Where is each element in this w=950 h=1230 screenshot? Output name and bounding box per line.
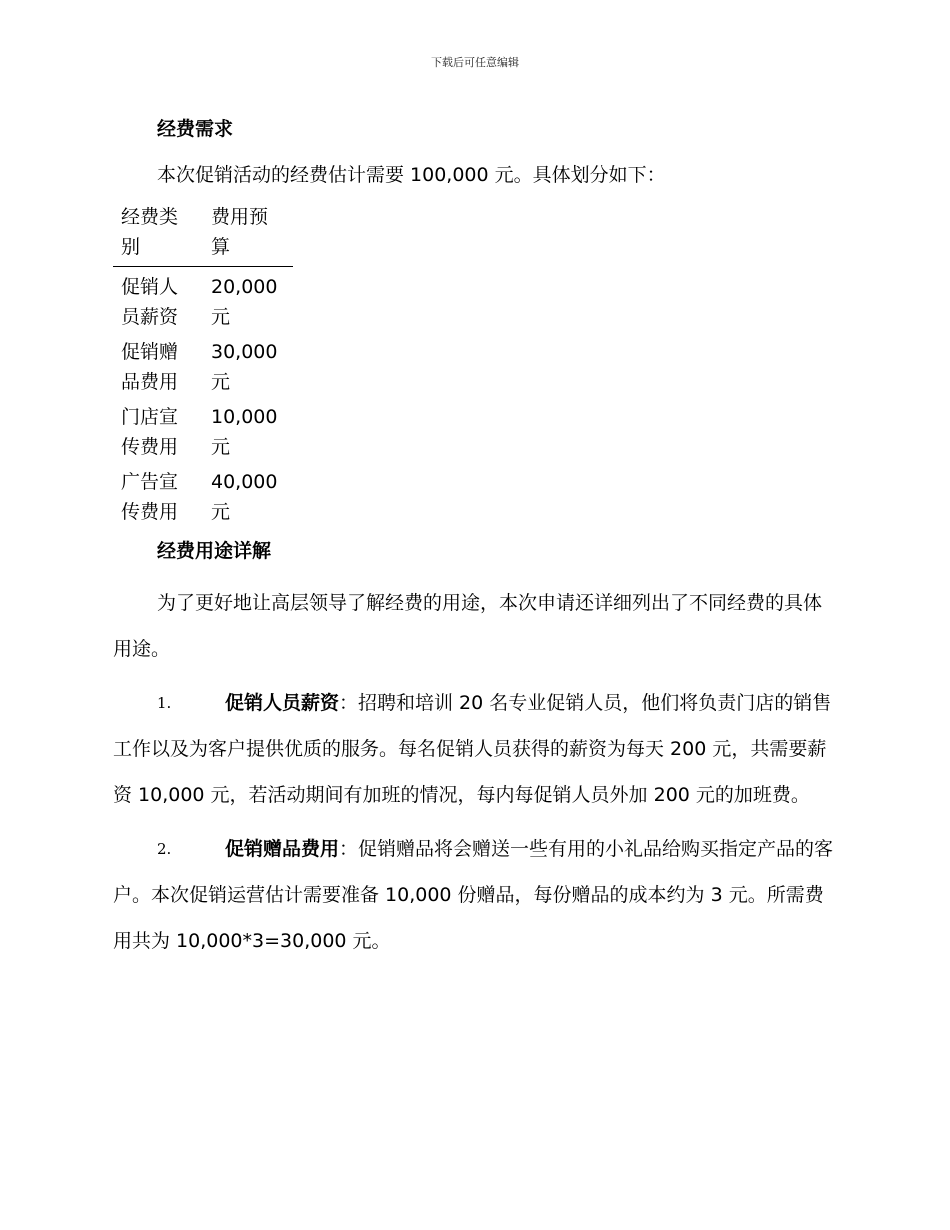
section-title-usage: 经费用途详解 — [157, 540, 272, 562]
cell-category: 广告宣传费用 — [121, 471, 179, 523]
item-number: 2. — [157, 840, 172, 858]
table-row — [113, 337, 293, 402]
table-row — [113, 267, 293, 338]
table-row — [113, 402, 293, 467]
page-header: 下载后可任意编辑 — [431, 56, 519, 69]
usage-intro: 为了更好地让高层领导了解经费的用途，本次申请还详细列出了不同经费的具体用途。 — [113, 592, 823, 660]
cell-category: 促销赠品费用 — [121, 341, 179, 393]
budget-intro: 本次促销活动的经费估计需要 100,000 元。具体划分如下： — [157, 164, 666, 186]
column-header-budget: 费用预算 — [203, 202, 293, 267]
list-item — [113, 826, 838, 964]
list-item — [113, 680, 838, 818]
cell-category: 门店宣传费用 — [121, 406, 179, 458]
cell-amount: 20,000 元 — [211, 276, 278, 328]
item-text: ：招聘和培训 20 名专业促销人员，他们将负责门店的销售工作以及为客户提供优质的服务。每名促销人员获得的薪资为每天 200 元，共需要薪资 10,000 元，若活动期间有加班的情况，每内每促销人员外加 200 元的加班费。 — [113, 692, 832, 806]
item-number: 1. — [157, 694, 172, 712]
cell-amount: 40,000 元 — [211, 471, 278, 523]
item-text: ：促销赠品将会赠送一些有用的小礼品给购买指定产品的客户。本次促销运营估计需要准备 10,000 份赠品，每份赠品的成本约为 3 元。所需费用共为 10,000*3=30,000 元。 — [113, 838, 834, 952]
document-body — [113, 112, 838, 964]
cell-category: 促销人员薪资 — [121, 276, 179, 328]
item-label: 促销人员薪资 — [225, 692, 340, 714]
cell-amount: 10,000 元 — [211, 406, 278, 458]
cell-amount: 30,000 元 — [211, 341, 278, 393]
column-header-category: 经费类别 — [113, 202, 203, 267]
item-label: 促销赠品费用 — [225, 838, 340, 860]
table-header-row — [113, 202, 293, 267]
budget-table — [113, 202, 293, 532]
table-row — [113, 467, 293, 532]
section-title-budget: 经费需求 — [157, 118, 234, 140]
